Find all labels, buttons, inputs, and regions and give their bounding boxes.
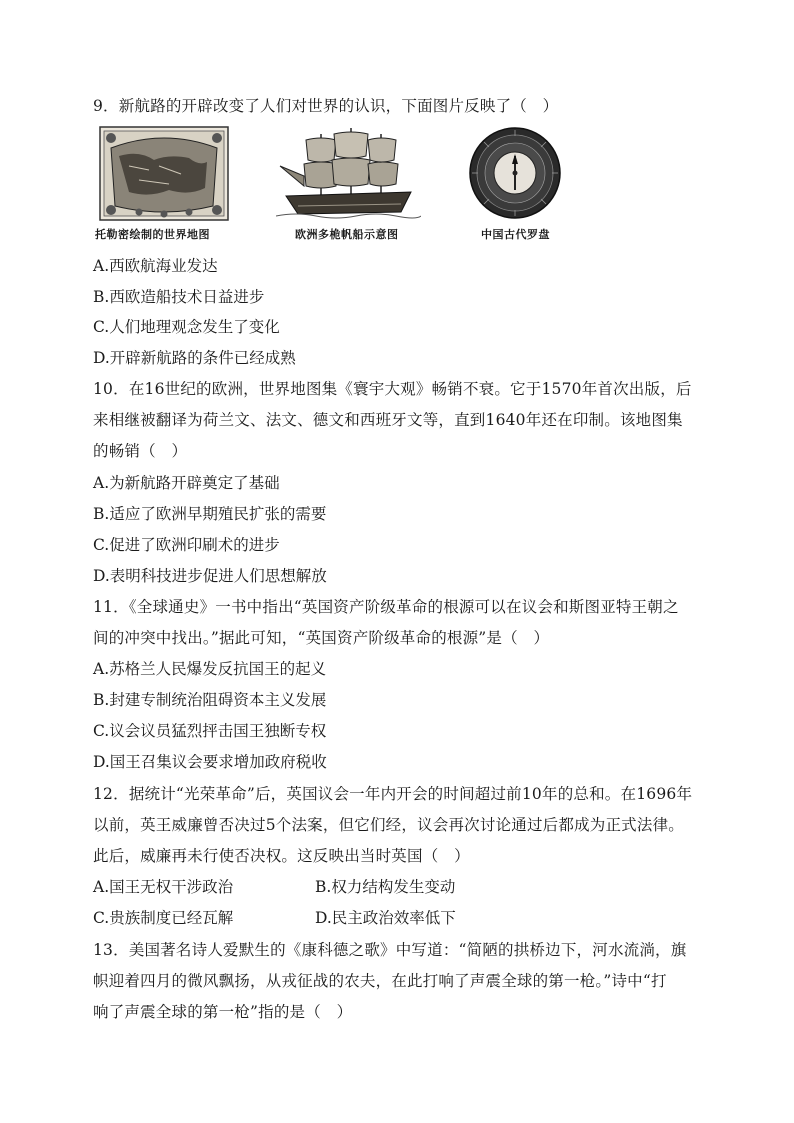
question-13-text-line-2: 帜迎着四月的微风飘扬，从戎征战的农夫，在此打响了声震全球的第一枪。”诗中“打 bbox=[93, 972, 667, 990]
multi-mast-sailing-ship-icon bbox=[276, 126, 421, 221]
figure-caption-map: 托勒密绘制的世界地图 bbox=[95, 228, 210, 241]
question-10-option-b: B.适应了欧洲早期殖民扩张的需要 bbox=[93, 505, 327, 523]
question-11-text-line-1: 11．《全球通史》一书中指出“英国资产阶级革命的根源可以在议会和斯图亚特王朝之 bbox=[93, 598, 679, 616]
figure-compass bbox=[468, 126, 563, 225]
question-13-text-line-3: 响了声震全球的第一枪”指的是（ ） bbox=[93, 1003, 353, 1021]
question-11-option-b: B.封建专制统治阻碍资本主义发展 bbox=[93, 691, 327, 709]
question-9-figures bbox=[93, 126, 563, 244]
figure-sailing-ship bbox=[276, 126, 421, 225]
question-11-text-line-2: 间的冲突中找出。”据此可知，“英国资产阶级革命的根源”是（ ） bbox=[93, 629, 550, 647]
figure-caption-ship: 欧洲多桅帆船示意图 bbox=[295, 228, 399, 241]
question-10-text-line-1: 10．在16世纪的欧洲，世界地图集《寰宇大观》畅销不衰。它于1570年首次出版，后 bbox=[93, 380, 692, 398]
question-11-option-a: A.苏格兰人民爆发反抗国王的起义 bbox=[93, 660, 327, 678]
figure-caption-compass: 中国古代罗盘 bbox=[481, 228, 550, 241]
question-12-text-line-3: 此后，威廉再未行使否决权。这反映出当时英国（ ） bbox=[93, 847, 470, 865]
question-12-text-line-2: 以前，英王威廉曾否决过5个法案，但它们经，议会再次讨论通过后都成为正式法律。 bbox=[93, 816, 684, 834]
question-9-option-a: A.西欧航海业发达 bbox=[93, 257, 218, 275]
question-9-text: 9．新航路的开辟改变了人们对世界的认识，下面图片反映了（ ） bbox=[93, 97, 559, 115]
question-12-option-c: C.贵族制度已经瓦解 bbox=[93, 909, 234, 927]
figure-world-map bbox=[99, 126, 229, 225]
question-12-text-line-1: 12．据统计“光荣革命”后，英国议会一年内开会的时间超过前10年的总和。在1696年 bbox=[93, 785, 693, 803]
question-12-option-a: A.国王无权干涉政治 bbox=[93, 878, 234, 896]
question-9-option-d: D.开辟新航路的条件已经成熟 bbox=[93, 349, 296, 367]
question-10-text-line-3: 的畅销（ ） bbox=[93, 442, 188, 460]
question-10-option-d: D.表明科技进步促进人们思想解放 bbox=[93, 567, 327, 585]
question-13-text-line-1: 13．美国著名诗人爱默生的《康科德之歌》中写道：“简陋的拱桥边下，河水流淌，旗 bbox=[93, 941, 687, 959]
question-9-option-c: C.人们地理观念发生了变化 bbox=[93, 318, 280, 336]
question-10-option-a: A.为新航路开辟奠定了基础 bbox=[93, 474, 280, 492]
ancient-compass-icon bbox=[468, 126, 563, 221]
question-11-option-c: C.议会议员猛烈抨击国王独断专权 bbox=[93, 722, 327, 740]
question-10-text-line-2: 来相继被翻译为荷兰文、法文、德文和西班牙文等，直到1640年还在印制。该地图集 bbox=[93, 411, 683, 429]
question-11-option-d: D.国王召集议会要求增加政府税收 bbox=[93, 753, 327, 771]
ptolemy-world-map-icon bbox=[99, 126, 229, 221]
question-12-option-d: D.民主政治效率低下 bbox=[315, 909, 456, 927]
question-12-option-b: B.权力结构发生变动 bbox=[315, 878, 456, 896]
question-10-option-c: C.促进了欧洲印刷术的进步 bbox=[93, 536, 280, 554]
question-9-option-b: B.西欧造船技术日益进步 bbox=[93, 288, 265, 306]
